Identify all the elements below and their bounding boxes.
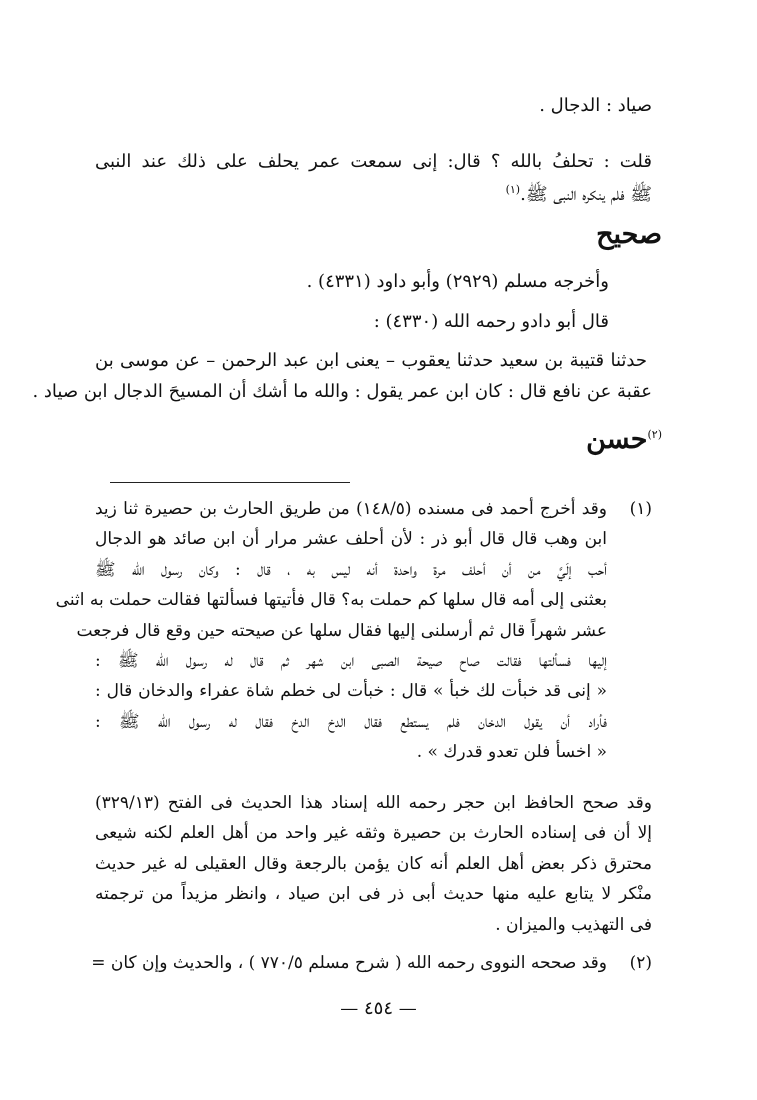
footnote-1-line: ابن وهب قال قال أبو ذر : لأن أحلف عشر مرار أن ابن صائد هو الدجال bbox=[95, 529, 607, 550]
footnote-1-para2-line: وقد صحح الحافظ ابن حجر رحمه الله إسناد هذا الحديث فى الفتح (٣٢٩/١٣) bbox=[95, 793, 652, 813]
footnote-ref-1: (١) bbox=[505, 183, 521, 196]
text-line-2: قلت : تحلفُ بالله ؟ قال: إنى سمعت عمر يحلف على ذلك عند النبى bbox=[95, 151, 652, 172]
page-number: — ٤٥٤ — bbox=[340, 998, 417, 1019]
footnote-1-para2-line: إلا أن فى إسناده الحارث بن حصيرة وثقه غير واحد من أهل العلم لكنه شيعى bbox=[95, 823, 652, 844]
footnote-1-number: (١) bbox=[629, 499, 652, 519]
text-line-3 bbox=[95, 176, 652, 209]
text-line-3-body: ﷺ فلم ينكره النبى ﷺ. bbox=[520, 184, 652, 205]
footnote-1-body bbox=[55, 494, 607, 768]
isnad-intro-line: قال أبو دادو رحمه الله (٤٣٣٠) : bbox=[373, 311, 609, 332]
footnote-2-body bbox=[91, 948, 607, 978]
grade-sahih: صحيح bbox=[596, 219, 662, 250]
footnote-1-line: عشر شهراً قال ثم أرسلنى إليها فقال سلها عن صيحته حين وقع قال فرجعت bbox=[76, 620, 607, 641]
footnote-1-line: « اخسأ فلن تعدو قدرك » . bbox=[416, 742, 607, 763]
grade-hasan bbox=[586, 418, 662, 457]
footnote-1-line: فأراد أن يقول الدخان فلم يستطع فقال الدخ الدخ فقال له رسول الله ﷺ : bbox=[95, 711, 607, 732]
grade-hasan-label: حسن bbox=[586, 424, 648, 455]
footnote-1-line: أحب إلَيَّ من أن أحلف مرة واحدة أنه ليس به ، قال : وكان رسول الله ﷺ bbox=[95, 559, 607, 580]
footnote-1-line: بعثنى إلى أمه قال سلها كم حملت به؟ قال فأتيتها فسألتها فقالت حملت به اثنى bbox=[55, 590, 607, 611]
footnote-2-number: (٢) bbox=[629, 953, 652, 973]
footnote-ref-2: (٢) bbox=[647, 428, 662, 441]
footnote-1-para2-line: محترق ذكر بعض أهل العلم أنه كان يؤمن بالرجعة وقال العقيلى له غير حديث bbox=[95, 853, 652, 874]
footnote-1-paragraph-2 bbox=[95, 788, 652, 940]
hadith-line-2: عقبة عن نافع قال : كان ابن عمر يقول : والله ما أشك أن المسيحَ الدجال ابن صياد . bbox=[32, 381, 652, 402]
footnote-1-line: إليها فسألتها فقالت صاح صيحة الصبى ابن شهر ثم قال له رسول الله ﷺ : bbox=[95, 650, 607, 671]
footnote-2-line: وقد صححه النووى رحمه الله ( شرح مسلم ٧٧٠/٥ ) ، والحديث وإن كان = bbox=[91, 953, 607, 973]
footnote-1-line: « إنى قد خبأت لك خبأ » قال : خبأت لى خطم شاة عفراء والدخان قال : bbox=[95, 681, 607, 702]
text-line-1: صياد : الدجال . bbox=[539, 95, 652, 116]
footnote-1-line: وقد أخرج أحمد فى مسنده (١٤٨/٥) من طريق الحارث بن حصيرة ثنا زيد bbox=[95, 499, 607, 519]
hadith-line-1: حدثنا قتيبة بن سعيد حدثنا يعقوب – يعنى ابن عبد الرحمن – عن موسى بن bbox=[95, 350, 647, 371]
footnote-separator bbox=[110, 482, 350, 483]
takhrij-line: وأخرجه مسلم (٢٩٢٩) وأبو داود (٤٣٣١) . bbox=[306, 271, 609, 292]
footnote-1-para2-line: منْكر لا يتابع عليه منها حديث أبى ذر فى ابن صياد ، وانظر مزيداً من ترجمته bbox=[95, 884, 652, 905]
footnote-1-para2-line: فى التهذيب والميزان . bbox=[495, 914, 652, 935]
